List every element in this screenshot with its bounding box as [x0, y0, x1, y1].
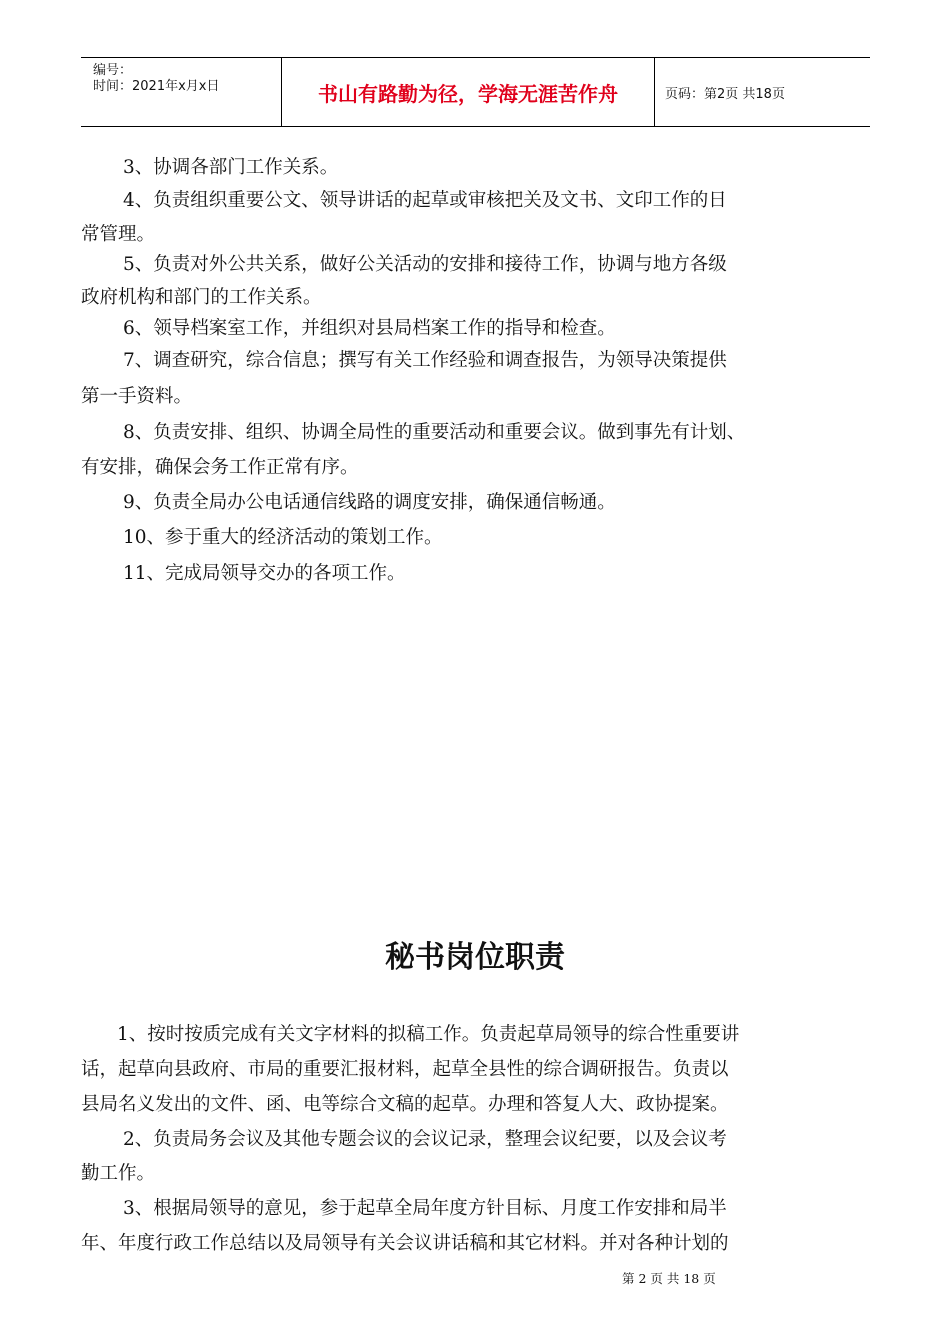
body-line: 9、负责全局办公电话通信线路的调度安排，确保通信畅通。 — [123, 492, 616, 513]
body-line: 4、负责组织重要公文、领导讲话的起草或审核把关及文书、文印工作的日 — [123, 190, 727, 211]
body-line: 5、负责对外公共关系，做好公关活动的安排和接待工作，协调与地方各级 — [123, 254, 727, 275]
body-line: 8、负责安排、组织、协调全局性的重要活动和重要会议。做到事先有计划、 — [123, 422, 746, 443]
body-line: 2、负责局务会议及其他专题会议的会议记录，整理会议纪要，以及会议考 — [123, 1129, 727, 1150]
header-meta — [81, 58, 281, 126]
body-line: 有安排，确保会务工作正常有序。 — [81, 457, 359, 478]
number-label: 编号： — [93, 63, 133, 78]
page-header — [81, 57, 870, 127]
body-line: 勤工作。 — [81, 1163, 156, 1184]
body-line: 11、完成局领导交办的各项工作。 — [123, 563, 406, 584]
section-title: 秘书岗位职责 — [385, 940, 565, 975]
body-line: 第一手资料。 — [81, 386, 193, 407]
body-line: 常管理。 — [81, 224, 156, 245]
page-footer: 第 2 页 共 18 页 — [622, 1271, 716, 1286]
body-line: 7、调查研究，综合信息；撰写有关工作经验和调查报告，为领导决策提供 — [123, 350, 727, 371]
body-line: 1、按时按质完成有关文字材料的拟稿工作。负责起草局领导的综合性重要讲 — [117, 1024, 740, 1045]
body-line: 话，起草向县政府、市局的重要汇报材料，起草全县性的综合调研报告。负责以 — [81, 1059, 729, 1080]
body-line: 6、领导档案室工作，并组织对县局档案工作的指导和检查。 — [123, 318, 616, 339]
body-line: 3、协调各部门工作关系。 — [123, 157, 339, 178]
header-motto: 书山有路勤为径，学海无涯苦作舟 — [281, 58, 655, 126]
header-page-info: 页码：第2页 共18页 — [665, 86, 785, 102]
body-line: 3、根据局领导的意见，参于起草全局年度方针目标、月度工作安排和局半 — [123, 1198, 727, 1219]
body-line: 年、年度行政工作总结以及局领导有关会议讲话稿和其它材料。并对各种计划的 — [81, 1233, 729, 1254]
body-line: 政府机构和部门的工作关系。 — [81, 287, 322, 308]
body-line: 10、参于重大的经济活动的策划工作。 — [123, 527, 443, 548]
body-line: 县局名义发出的文件、函、电等综合文稿的起草。办理和答复人大、政协提案。 — [81, 1094, 729, 1115]
time-label: 时间：2021年x月x日 — [93, 79, 220, 94]
